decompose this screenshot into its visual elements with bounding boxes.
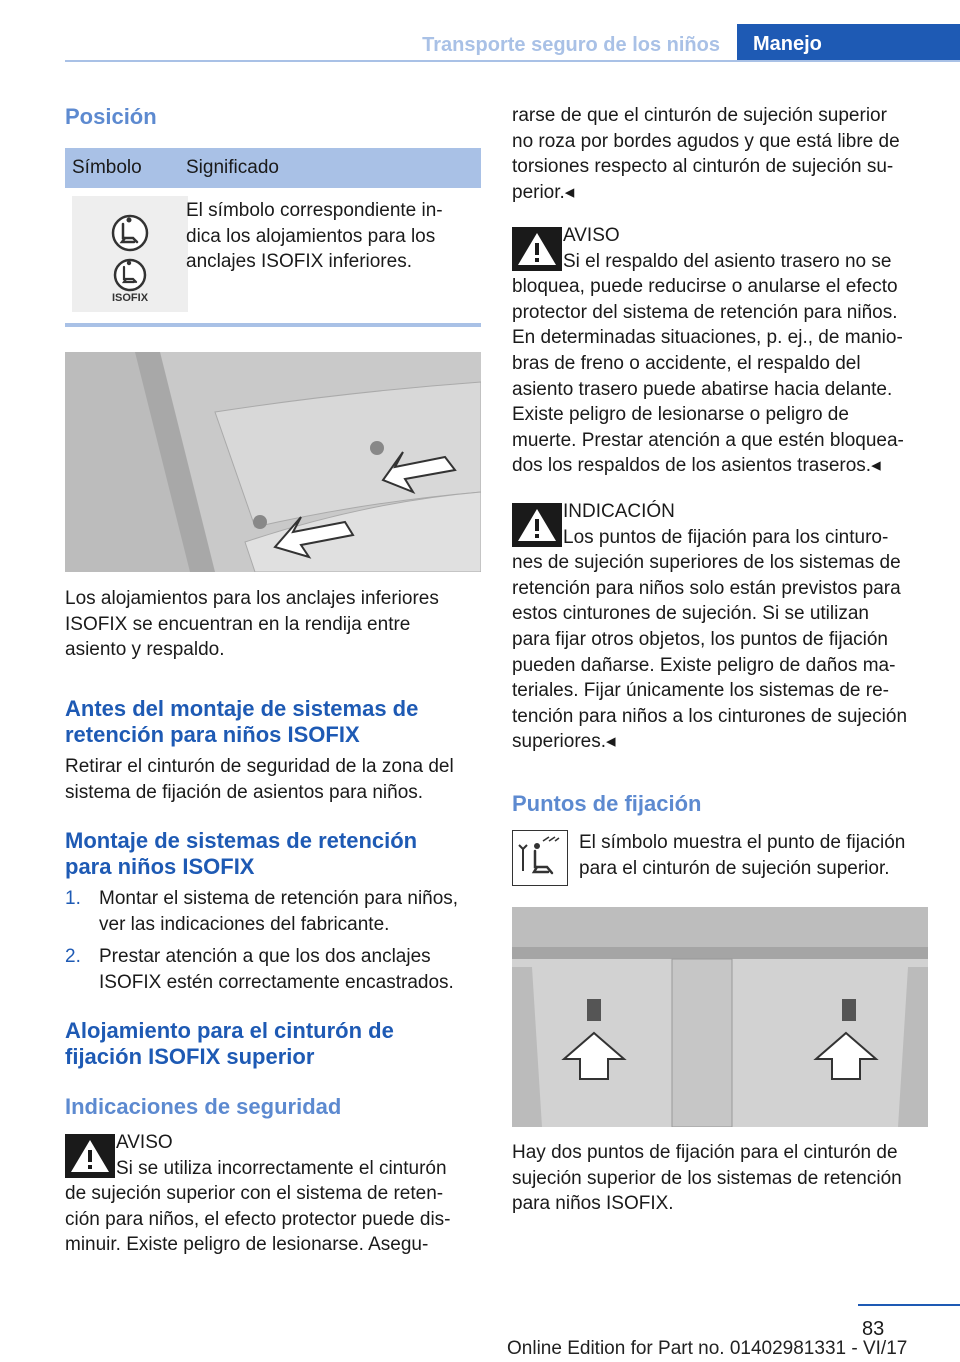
isofix-lower-anchorage-photo (65, 352, 481, 572)
header-section-title: Transporte seguro de los niños (422, 34, 720, 56)
text-line: sujeción superior de los sistemas de retención (512, 1167, 902, 1189)
text-line: asiento trasero puede abatirse hacia delante. (512, 378, 893, 400)
warning-title: AVISO (116, 1132, 173, 1153)
list-item (65, 886, 481, 944)
text-line: de sujeción superior con el sistema de reten- (65, 1183, 444, 1205)
text-line: Prestar atención a que los dos anclajes (99, 946, 431, 967)
heading-antes-montaje (65, 696, 481, 748)
heading-indicaciones: Indicaciones de seguridad (65, 1094, 342, 1119)
text-line: ver las indicaciones del fabricante. (99, 913, 390, 935)
photo2-caption (512, 1140, 932, 1217)
heading-montaje (65, 828, 481, 880)
position-heading: Posición (65, 104, 157, 129)
text-line: torsiones respecto al cinturón de sujeción su- (512, 156, 894, 178)
heading-puntos-fijacion: Puntos de fijación (512, 791, 702, 816)
text-line: para niños ISOFIX. (512, 1193, 674, 1215)
note-title: INDICACIÓN (563, 501, 675, 522)
text-line: Antes del montaje de sistemas de (65, 696, 419, 721)
text-line: muerte. Prestar atención a que estén bloquea- (512, 429, 904, 451)
top-tether-anchorage-photo (512, 907, 928, 1127)
text-line: no roza por bordes agudos y que está libre de (512, 130, 900, 152)
text-line: El símbolo correspondiente in- (186, 200, 443, 221)
text-line: Hay dos puntos de fijación para el cinturón de (512, 1142, 898, 1163)
text-line: bras de freno o accidente, el respaldo del (512, 352, 861, 374)
text-line: nes de sujeción superiores de los sistemas de (512, 552, 901, 574)
text-line: dica los alojamientos para los (186, 225, 436, 247)
symbol-table-header (65, 148, 481, 188)
text-line: para niños ISOFIX (65, 854, 255, 879)
tether-anchor-icon (513, 831, 566, 884)
text-line: anclajes ISOFIX inferiores. (186, 251, 412, 273)
text-line: tención para niños a los cinturones de sujeción (512, 705, 908, 727)
text-line: ISOFIX estén correctamente encastrados. (99, 971, 454, 993)
text-line: ción para niños, el efecto protector puede dis- (65, 1208, 451, 1230)
warning-title: AVISO (563, 225, 620, 246)
text-line: Montaje de sistemas de retención (65, 828, 418, 853)
text-line: Alojamiento para el cinturón de (65, 1018, 394, 1043)
text-line: Los alojamientos para los anclajes inferiores (65, 588, 439, 609)
text-line: dos los respaldos de los asientos traseros.◂ (512, 455, 881, 477)
text-line: asiento y respaldo. (65, 639, 225, 661)
text-line: estos cinturones de sujeción. Si se utilizan (512, 603, 869, 625)
text-line: para el cinturón de sujeción superior. (579, 857, 890, 879)
text-line: En determinadas situaciones, p. ej., de manio- (512, 327, 903, 349)
header-chapter-tab: Manejo (737, 24, 960, 62)
text-line: Retirar el cinturón de seguridad de la zona del (65, 756, 454, 777)
text-line: rarse de que el cinturón de sujeción superior (512, 105, 887, 126)
text-line: sistema de fijación de asientos para niños. (65, 781, 424, 803)
text-line: teriales. Fijar únicamente los sistemas de re- (512, 680, 889, 702)
step-number: 1. (65, 888, 81, 909)
isofix-icon-label: ISOFIX (111, 292, 149, 304)
text-line: Existe peligro de lesionarse o peligro de (512, 404, 849, 426)
col-meaning: Significado (186, 157, 279, 178)
text-line: retención para niños solo están previstos para (512, 577, 901, 599)
text-line: superiores.◂ (512, 731, 616, 753)
symbol-table-row (65, 188, 481, 323)
symbol-table (65, 148, 481, 323)
text-line: Si se utiliza incorrectamente el cinturón (116, 1157, 447, 1179)
symbol-meaning-text (186, 198, 481, 275)
text-line: Si el respaldo del asiento trasero no se (563, 250, 892, 272)
text-line: para fijar otros objetos, los puntos de fijación (512, 628, 888, 650)
header-rule (65, 60, 960, 62)
footer-edition: Online Edition for Part no. 01402981331 - VI/17 (507, 1338, 908, 1359)
text-line: perior.◂ (512, 181, 575, 203)
text-line: minuir. Existe peligro de lesionarse. Asegu- (65, 1234, 429, 1256)
text-line: ISOFIX se encuentran en la rendija entre (65, 613, 411, 635)
footer-rule (858, 1304, 960, 1306)
text-line: Los puntos de fijación para los cinturo- (563, 526, 889, 548)
puntos-text (579, 830, 939, 881)
steps-list (65, 886, 481, 1002)
page-number: 83 (862, 1318, 885, 1340)
text-line: protector del sistema de retención para niños. (512, 301, 898, 323)
continued-warning-text (512, 103, 932, 205)
text-line: fijación ISOFIX superior (65, 1044, 315, 1069)
isofix-symbol-box (72, 196, 188, 312)
tether-symbol (512, 830, 568, 886)
text-line: retención para niños ISOFIX (65, 722, 360, 747)
heading-alojamiento (65, 1018, 481, 1070)
table-bottom-rule (65, 323, 481, 327)
text-line: El símbolo muestra el punto de fijación (579, 832, 906, 853)
text-line: Montar el sistema de retención para niños, (99, 888, 459, 909)
photo-caption (65, 586, 481, 663)
antes-paragraph (65, 754, 481, 805)
step-number: 2. (65, 946, 81, 967)
list-item (65, 944, 481, 1002)
text-line: pueden dañarse. Existe peligro de daños ma- (512, 654, 896, 676)
text-line: bloquea, puede reducirse o anularse el efecto (512, 276, 898, 298)
col-symbol: Símbolo (72, 157, 142, 178)
